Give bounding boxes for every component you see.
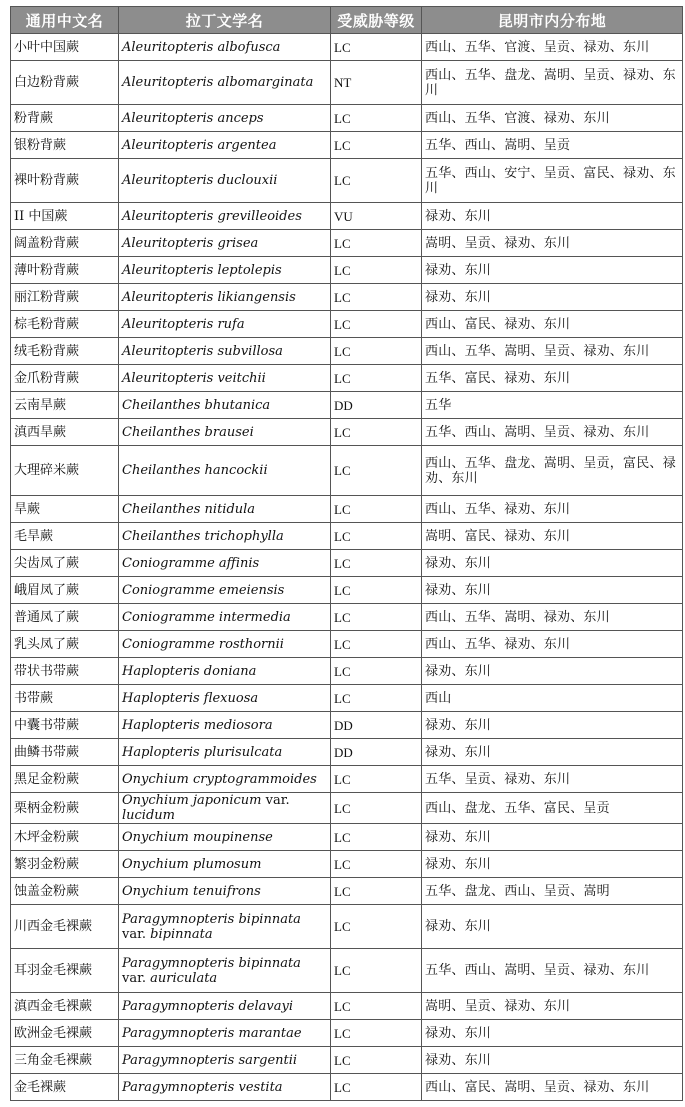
cell-latin-name [119, 257, 331, 284]
cell-distribution: 西山、五华、禄劝、东川 [422, 496, 683, 523]
table-row [11, 878, 683, 905]
cell-threat-level: LC [331, 496, 422, 523]
cell-threat-level: LC [331, 230, 422, 257]
latin-name-part: auriculata [146, 970, 218, 986]
cell-chinese-name: 绒毛粉背蕨 [11, 338, 119, 365]
cell-distribution: 五华 [422, 392, 683, 419]
cell-latin-name [119, 61, 331, 105]
table-row [11, 993, 683, 1020]
table-row [11, 1074, 683, 1101]
cell-threat-level: NT [331, 61, 422, 105]
cell-chinese-name: 三角金毛裸蕨 [11, 1047, 119, 1074]
latin-name-part: Aleuritopteris anceps [122, 110, 264, 126]
cell-threat-level: LC [331, 34, 422, 61]
cell-chinese-name: 小叶中国蕨 [11, 34, 119, 61]
table-row [11, 604, 683, 631]
cell-distribution: 西山、五华、官渡、禄劝、东川 [422, 105, 683, 132]
cell-chinese-name: 银粉背蕨 [11, 132, 119, 159]
cell-distribution: 五华、西山、安宁、呈贡、富民、禄劝、东川 [422, 159, 683, 203]
cell-latin-name [119, 523, 331, 550]
cell-latin-name [119, 905, 331, 949]
cell-latin-name [119, 851, 331, 878]
cell-latin-name [119, 685, 331, 712]
cell-chinese-name: 乳头凤了蕨 [11, 631, 119, 658]
header-distribution: 昆明市内分布地 [422, 7, 683, 34]
cell-distribution: 西山、盘龙、五华、富民、呈贡 [422, 793, 683, 824]
cell-chinese-name: 带状书带蕨 [11, 658, 119, 685]
cell-threat-level: LC [331, 523, 422, 550]
table-row [11, 496, 683, 523]
table-row [11, 392, 683, 419]
table-row [11, 905, 683, 949]
table-row [11, 631, 683, 658]
cell-distribution: 禄劝、东川 [422, 824, 683, 851]
cell-threat-level: LC [331, 159, 422, 203]
latin-name-part: Paragymnopteris marantae [122, 1025, 302, 1041]
cell-threat-level: LC [331, 311, 422, 338]
latin-name-part: Aleuritopteris likiangensis [122, 289, 296, 305]
cell-threat-level: LC [331, 419, 422, 446]
table-row [11, 203, 683, 230]
cell-threat-level: DD [331, 392, 422, 419]
cell-latin-name [119, 604, 331, 631]
table-row [11, 1020, 683, 1047]
header-threat-level: 受威胁等级 [331, 7, 422, 34]
cell-distribution: 西山、五华、盘龙、嵩明、呈贡、禄劝、东川 [422, 61, 683, 105]
cell-latin-name [119, 105, 331, 132]
table-row [11, 105, 683, 132]
cell-threat-level: LC [331, 446, 422, 496]
cell-chinese-name: 欧洲金毛裸蕨 [11, 1020, 119, 1047]
table-row [11, 34, 683, 61]
cell-distribution: 嵩明、呈贡、禄劝、东川 [422, 230, 683, 257]
cell-threat-level: LC [331, 793, 422, 824]
table-row [11, 284, 683, 311]
cell-threat-level: LC [331, 338, 422, 365]
cell-latin-name [119, 496, 331, 523]
cell-threat-level: LC [331, 685, 422, 712]
table-row [11, 257, 683, 284]
latin-name-part: Onychium tenuifrons [122, 883, 261, 899]
cell-distribution: 五华、西山、嵩明、呈贡、禄劝、东川 [422, 419, 683, 446]
table-row [11, 550, 683, 577]
table-row [11, 685, 683, 712]
latin-name-part: Haplopteris plurisulcata [122, 744, 283, 760]
cell-chinese-name: 普通凤了蕨 [11, 604, 119, 631]
latin-rank-marker: var. [265, 793, 290, 808]
cell-threat-level: LC [331, 993, 422, 1020]
cell-distribution: 禄劝、东川 [422, 905, 683, 949]
latin-rank-marker: var. [122, 926, 147, 942]
cell-distribution: 西山、富民、嵩明、呈贡、禄劝、东川 [422, 1074, 683, 1101]
cell-threat-level: LC [331, 878, 422, 905]
latin-name-part: Aleuritopteris argentea [122, 137, 277, 153]
cell-chinese-name: 金爪粉背蕨 [11, 365, 119, 392]
cell-latin-name [119, 739, 331, 766]
cell-chinese-name: 川西金毛裸蕨 [11, 905, 119, 949]
header-row [11, 7, 683, 34]
table-row [11, 851, 683, 878]
cell-chinese-name: 峨眉凤了蕨 [11, 577, 119, 604]
cell-latin-name [119, 34, 331, 61]
cell-distribution: 禄劝、东川 [422, 851, 683, 878]
cell-chinese-name: 阔盖粉背蕨 [11, 230, 119, 257]
cell-latin-name [119, 631, 331, 658]
cell-threat-level: LC [331, 365, 422, 392]
table-row [11, 338, 683, 365]
cell-latin-name [119, 203, 331, 230]
latin-name-part: Aleuritopteris albomarginata [122, 75, 314, 90]
cell-threat-level: VU [331, 203, 422, 230]
cell-threat-level: LC [331, 604, 422, 631]
cell-distribution: 禄劝、东川 [422, 577, 683, 604]
cell-distribution: 西山、五华、禄劝、东川 [422, 631, 683, 658]
cell-distribution: 西山、富民、禄劝、东川 [422, 311, 683, 338]
cell-distribution: 嵩明、呈贡、禄劝、东川 [422, 993, 683, 1020]
cell-chinese-name: 书带蕨 [11, 685, 119, 712]
cell-threat-level: DD [331, 712, 422, 739]
cell-threat-level: LC [331, 631, 422, 658]
cell-distribution: 西山、五华、官渡、呈贡、禄劝、东川 [422, 34, 683, 61]
cell-chinese-name: 中囊书带蕨 [11, 712, 119, 739]
latin-name-part: Paragymnopteris vestita [122, 1079, 283, 1095]
table-header [11, 7, 683, 34]
cell-distribution: 五华、富民、禄劝、东川 [422, 365, 683, 392]
table-row [11, 446, 683, 496]
cell-distribution: 禄劝、东川 [422, 257, 683, 284]
cell-distribution: 禄劝、东川 [422, 1047, 683, 1074]
cell-chinese-name: 蚀盖金粉蕨 [11, 878, 119, 905]
table-body [11, 34, 683, 1101]
cell-latin-name [119, 1047, 331, 1074]
latin-name-part: Aleuritopteris rufa [122, 316, 245, 332]
cell-chinese-name: 耳羽金毛裸蕨 [11, 949, 119, 993]
cell-chinese-name: 曲鳞书带蕨 [11, 739, 119, 766]
latin-name-part: Coniogramme emeiensis [122, 582, 285, 598]
latin-name-part: Paragymnopteris bipinnata [122, 955, 301, 971]
cell-latin-name [119, 311, 331, 338]
cell-chinese-name: 大理碎米蕨 [11, 446, 119, 496]
cell-latin-name [119, 766, 331, 793]
latin-rank-marker: var. [122, 970, 147, 986]
cell-distribution: 西山、五华、嵩明、呈贡、禄劝、东川 [422, 338, 683, 365]
cell-threat-level: LC [331, 550, 422, 577]
latin-name-part: Cheilanthes bhutanica [122, 397, 271, 413]
latin-name-part: Paragymnopteris bipinnata [122, 911, 301, 927]
table-row [11, 793, 683, 824]
table-row [11, 949, 683, 993]
table-row [11, 132, 683, 159]
table-row [11, 230, 683, 257]
cell-chinese-name: 云南旱蕨 [11, 392, 119, 419]
cell-threat-level: LC [331, 284, 422, 311]
table-row [11, 365, 683, 392]
cell-threat-level: LC [331, 824, 422, 851]
cell-latin-name [119, 993, 331, 1020]
cell-chinese-name: 粉背蕨 [11, 105, 119, 132]
cell-latin-name [119, 446, 331, 496]
latin-name-part: Haplopteris mediosora [122, 717, 273, 733]
cell-chinese-name: 旱蕨 [11, 496, 119, 523]
latin-name-part: Cheilanthes brausei [122, 424, 254, 440]
latin-name-part: Cheilanthes nitidula [122, 501, 256, 517]
cell-chinese-name: 薄叶粉背蕨 [11, 257, 119, 284]
cell-latin-name [119, 132, 331, 159]
cell-chinese-name: 繁羽金粉蕨 [11, 851, 119, 878]
cell-threat-level: LC [331, 105, 422, 132]
cell-distribution: 禄劝、东川 [422, 284, 683, 311]
cell-latin-name [119, 338, 331, 365]
cell-distribution: 五华、西山、嵩明、呈贡 [422, 132, 683, 159]
cell-distribution: 嵩明、富民、禄劝、东川 [422, 523, 683, 550]
table-row [11, 658, 683, 685]
latin-name-part: lucidum [122, 808, 175, 823]
latin-name-part: Haplopteris doniana [122, 663, 257, 679]
cell-latin-name [119, 550, 331, 577]
cell-latin-name [119, 284, 331, 311]
cell-chinese-name: 丽江粉背蕨 [11, 284, 119, 311]
cell-latin-name [119, 878, 331, 905]
cell-chinese-name: 滇西旱蕨 [11, 419, 119, 446]
cell-latin-name [119, 159, 331, 203]
cell-distribution: 西山、五华、嵩明、禄劝、东川 [422, 604, 683, 631]
latin-name-part: Aleuritopteris veitchii [122, 370, 266, 386]
cell-chinese-name: 毛旱蕨 [11, 523, 119, 550]
cell-chinese-name: 黑足金粉蕨 [11, 766, 119, 793]
latin-name-part: Aleuritopteris duclouxii [122, 173, 278, 188]
cell-distribution: 五华、呈贡、禄劝、东川 [422, 766, 683, 793]
cell-threat-level: LC [331, 1047, 422, 1074]
cell-distribution: 西山 [422, 685, 683, 712]
cell-threat-level: LC [331, 851, 422, 878]
cell-latin-name [119, 230, 331, 257]
cell-latin-name [119, 824, 331, 851]
cell-latin-name [119, 1020, 331, 1047]
latin-name-part: Aleuritopteris albofusca [122, 39, 281, 55]
header-latin-name: 拉丁文学名 [119, 7, 331, 34]
cell-chinese-name: 裸叶粉背蕨 [11, 159, 119, 203]
latin-name-part: Onychium japonicum [122, 793, 266, 808]
table-row [11, 739, 683, 766]
latin-name-part: Onychium plumosum [122, 856, 262, 872]
cell-distribution: 西山、五华、盘龙、嵩明、呈贡，富民、禄劝、东川 [422, 446, 683, 496]
cell-threat-level: LC [331, 1074, 422, 1101]
cell-distribution: 五华、盘龙、西山、呈贡、嵩明 [422, 878, 683, 905]
table-row [11, 824, 683, 851]
cell-threat-level: LC [331, 132, 422, 159]
cell-distribution: 禄劝、东川 [422, 203, 683, 230]
cell-latin-name [119, 392, 331, 419]
table-row [11, 159, 683, 203]
cell-threat-level: DD [331, 739, 422, 766]
cell-distribution: 禄劝、东川 [422, 739, 683, 766]
cell-chinese-name: 滇西金毛裸蕨 [11, 993, 119, 1020]
cell-distribution: 禄劝、东川 [422, 550, 683, 577]
table-row [11, 419, 683, 446]
cell-chinese-name: 尖齿凤了蕨 [11, 550, 119, 577]
table-row [11, 577, 683, 604]
latin-name-part: Aleuritopteris subvillosa [122, 343, 283, 359]
cell-distribution: 禄劝、东川 [422, 658, 683, 685]
latin-name-part: Coniogramme affinis [122, 555, 260, 571]
cell-latin-name [119, 419, 331, 446]
cell-chinese-name: 木坪金粉蕨 [11, 824, 119, 851]
table-row [11, 523, 683, 550]
cell-threat-level: LC [331, 949, 422, 993]
table-row [11, 1047, 683, 1074]
cell-chinese-name: 白边粉背蕨 [11, 61, 119, 105]
cell-latin-name [119, 577, 331, 604]
cell-distribution: 禄劝、东川 [422, 712, 683, 739]
latin-name-part: Coniogramme intermedia [122, 609, 291, 625]
table-row [11, 61, 683, 105]
cell-threat-level: LC [331, 1020, 422, 1047]
cell-distribution: 五华、西山、嵩明、呈贡、禄劝、东川 [422, 949, 683, 993]
species-table [10, 6, 683, 1101]
cell-chinese-name: II 中国蕨 [11, 203, 119, 230]
table-row [11, 311, 683, 338]
cell-distribution: 禄劝、东川 [422, 1020, 683, 1047]
cell-latin-name [119, 793, 331, 824]
cell-latin-name [119, 658, 331, 685]
latin-name-part: Aleuritopteris leptolepis [122, 262, 282, 278]
cell-chinese-name: 棕毛粉背蕨 [11, 311, 119, 338]
cell-latin-name [119, 365, 331, 392]
cell-latin-name [119, 949, 331, 993]
latin-name-part: Onychium cryptogrammoides [122, 771, 317, 787]
latin-name-part: Paragymnopteris delavayi [122, 998, 294, 1014]
cell-threat-level: LC [331, 577, 422, 604]
table-row [11, 712, 683, 739]
latin-name-part: bipinnata [146, 926, 213, 942]
latin-name-part: Haplopteris flexuosa [122, 690, 259, 706]
latin-name-part: Aleuritopteris grevilleoides [122, 208, 302, 224]
latin-name-part: Cheilanthes hancockii [122, 463, 268, 478]
cell-latin-name [119, 1074, 331, 1101]
cell-threat-level: LC [331, 658, 422, 685]
header-chinese-name: 通用中文名 [11, 7, 119, 34]
cell-threat-level: LC [331, 766, 422, 793]
cell-threat-level: LC [331, 905, 422, 949]
table-row [11, 766, 683, 793]
latin-name-part: Paragymnopteris sargentii [122, 1052, 298, 1068]
latin-name-part: Coniogramme rosthornii [122, 636, 284, 652]
cell-chinese-name: 金毛裸蕨 [11, 1074, 119, 1101]
latin-name-part: Cheilanthes trichophylla [122, 528, 284, 544]
latin-name-part: Aleuritopteris grisea [122, 235, 259, 251]
cell-threat-level: LC [331, 257, 422, 284]
cell-chinese-name: 栗柄金粉蕨 [11, 793, 119, 824]
latin-name-part: Onychium moupinense [122, 829, 273, 845]
cell-latin-name [119, 712, 331, 739]
